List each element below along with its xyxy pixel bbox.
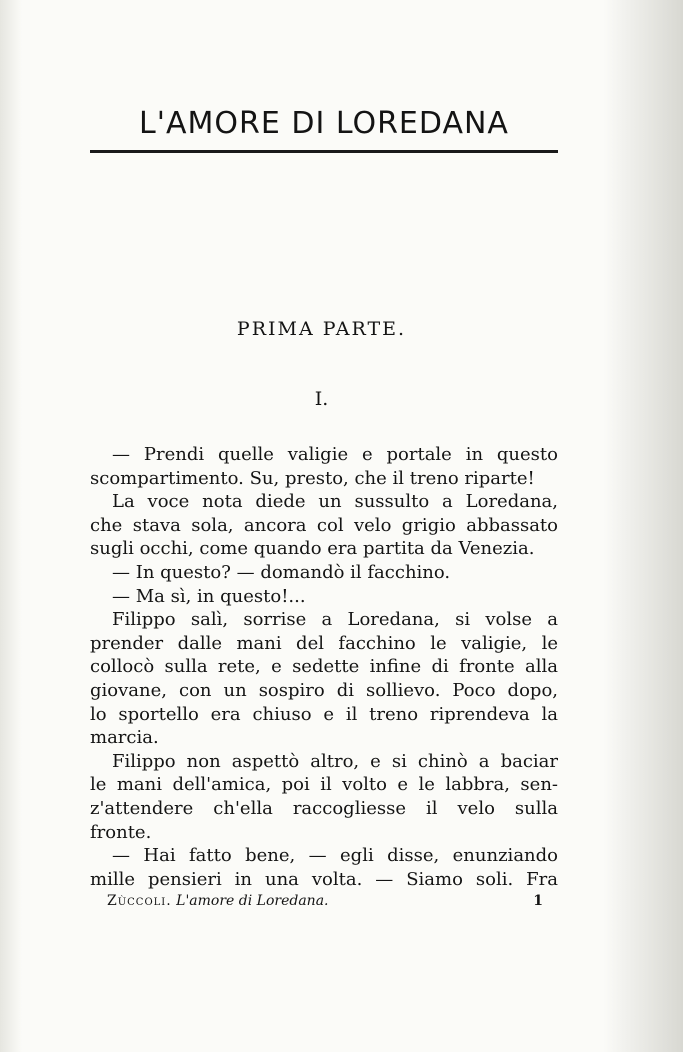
text-line: marcia.	[90, 727, 159, 749]
text-line: Filippo non aspettò altro, e si chinò a baciar	[112, 750, 558, 772]
text-line: — In questo? — domandò il facchino.	[112, 561, 451, 583]
text-line: giovane, con un sospiro di sollievo. Poco dopo,	[90, 679, 558, 701]
text-line: prender dalle mani del facchino le valigie, le	[90, 632, 558, 654]
page-number: 1	[533, 893, 543, 909]
text-line: sugli occhi, come quando era partita da Venezia.	[90, 538, 535, 560]
text-line: fronte.	[90, 821, 152, 843]
text-line: — Prendi quelle valigie e portale in questo	[112, 444, 558, 465]
text-line: le mani dell'amica, poi il volto e le labbra, sen-	[90, 774, 558, 796]
text-line: — Hai fatto bene, — egli disse, enunziando	[112, 845, 558, 867]
text-line: collocò sulla rete, e sedette infine di fronte alla	[90, 656, 558, 678]
part-heading: PRIMA PARTE.	[236, 318, 407, 340]
text-line: La voce nota diede un sussulto a Loredana,	[112, 491, 558, 513]
footer-book-title: L'amore di Loredana.	[176, 893, 329, 909]
text-line: — Ma sì, in questo!...	[112, 585, 306, 607]
page-edge-shadow	[603, 0, 683, 1052]
book-title: L'AMORE DI LOREDANA	[139, 106, 509, 141]
text-line: mille pensieri in una volta. — Siamo soli. Fra	[90, 868, 558, 890]
footer-author: Zùccoli.	[107, 893, 172, 909]
text-line: z'attendere ch'ella raccogliesse il velo sulla	[90, 797, 558, 819]
page-footer	[107, 893, 543, 909]
text-line: che stava sola, ancora col velo grigio abbassato	[90, 514, 558, 536]
title-rule	[90, 150, 558, 153]
body-text	[90, 443, 558, 891]
text-line: scompartimento. Su, presto, che il treno riparte!	[90, 467, 535, 489]
text-line: Filippo salì, sorrise a Loredana, si volse a	[112, 609, 558, 631]
page-gutter-shadow	[0, 0, 22, 1052]
chapter-heading: I.	[314, 388, 329, 410]
text-line: lo sportello era chiuso e il treno riprendeva la	[90, 703, 558, 725]
